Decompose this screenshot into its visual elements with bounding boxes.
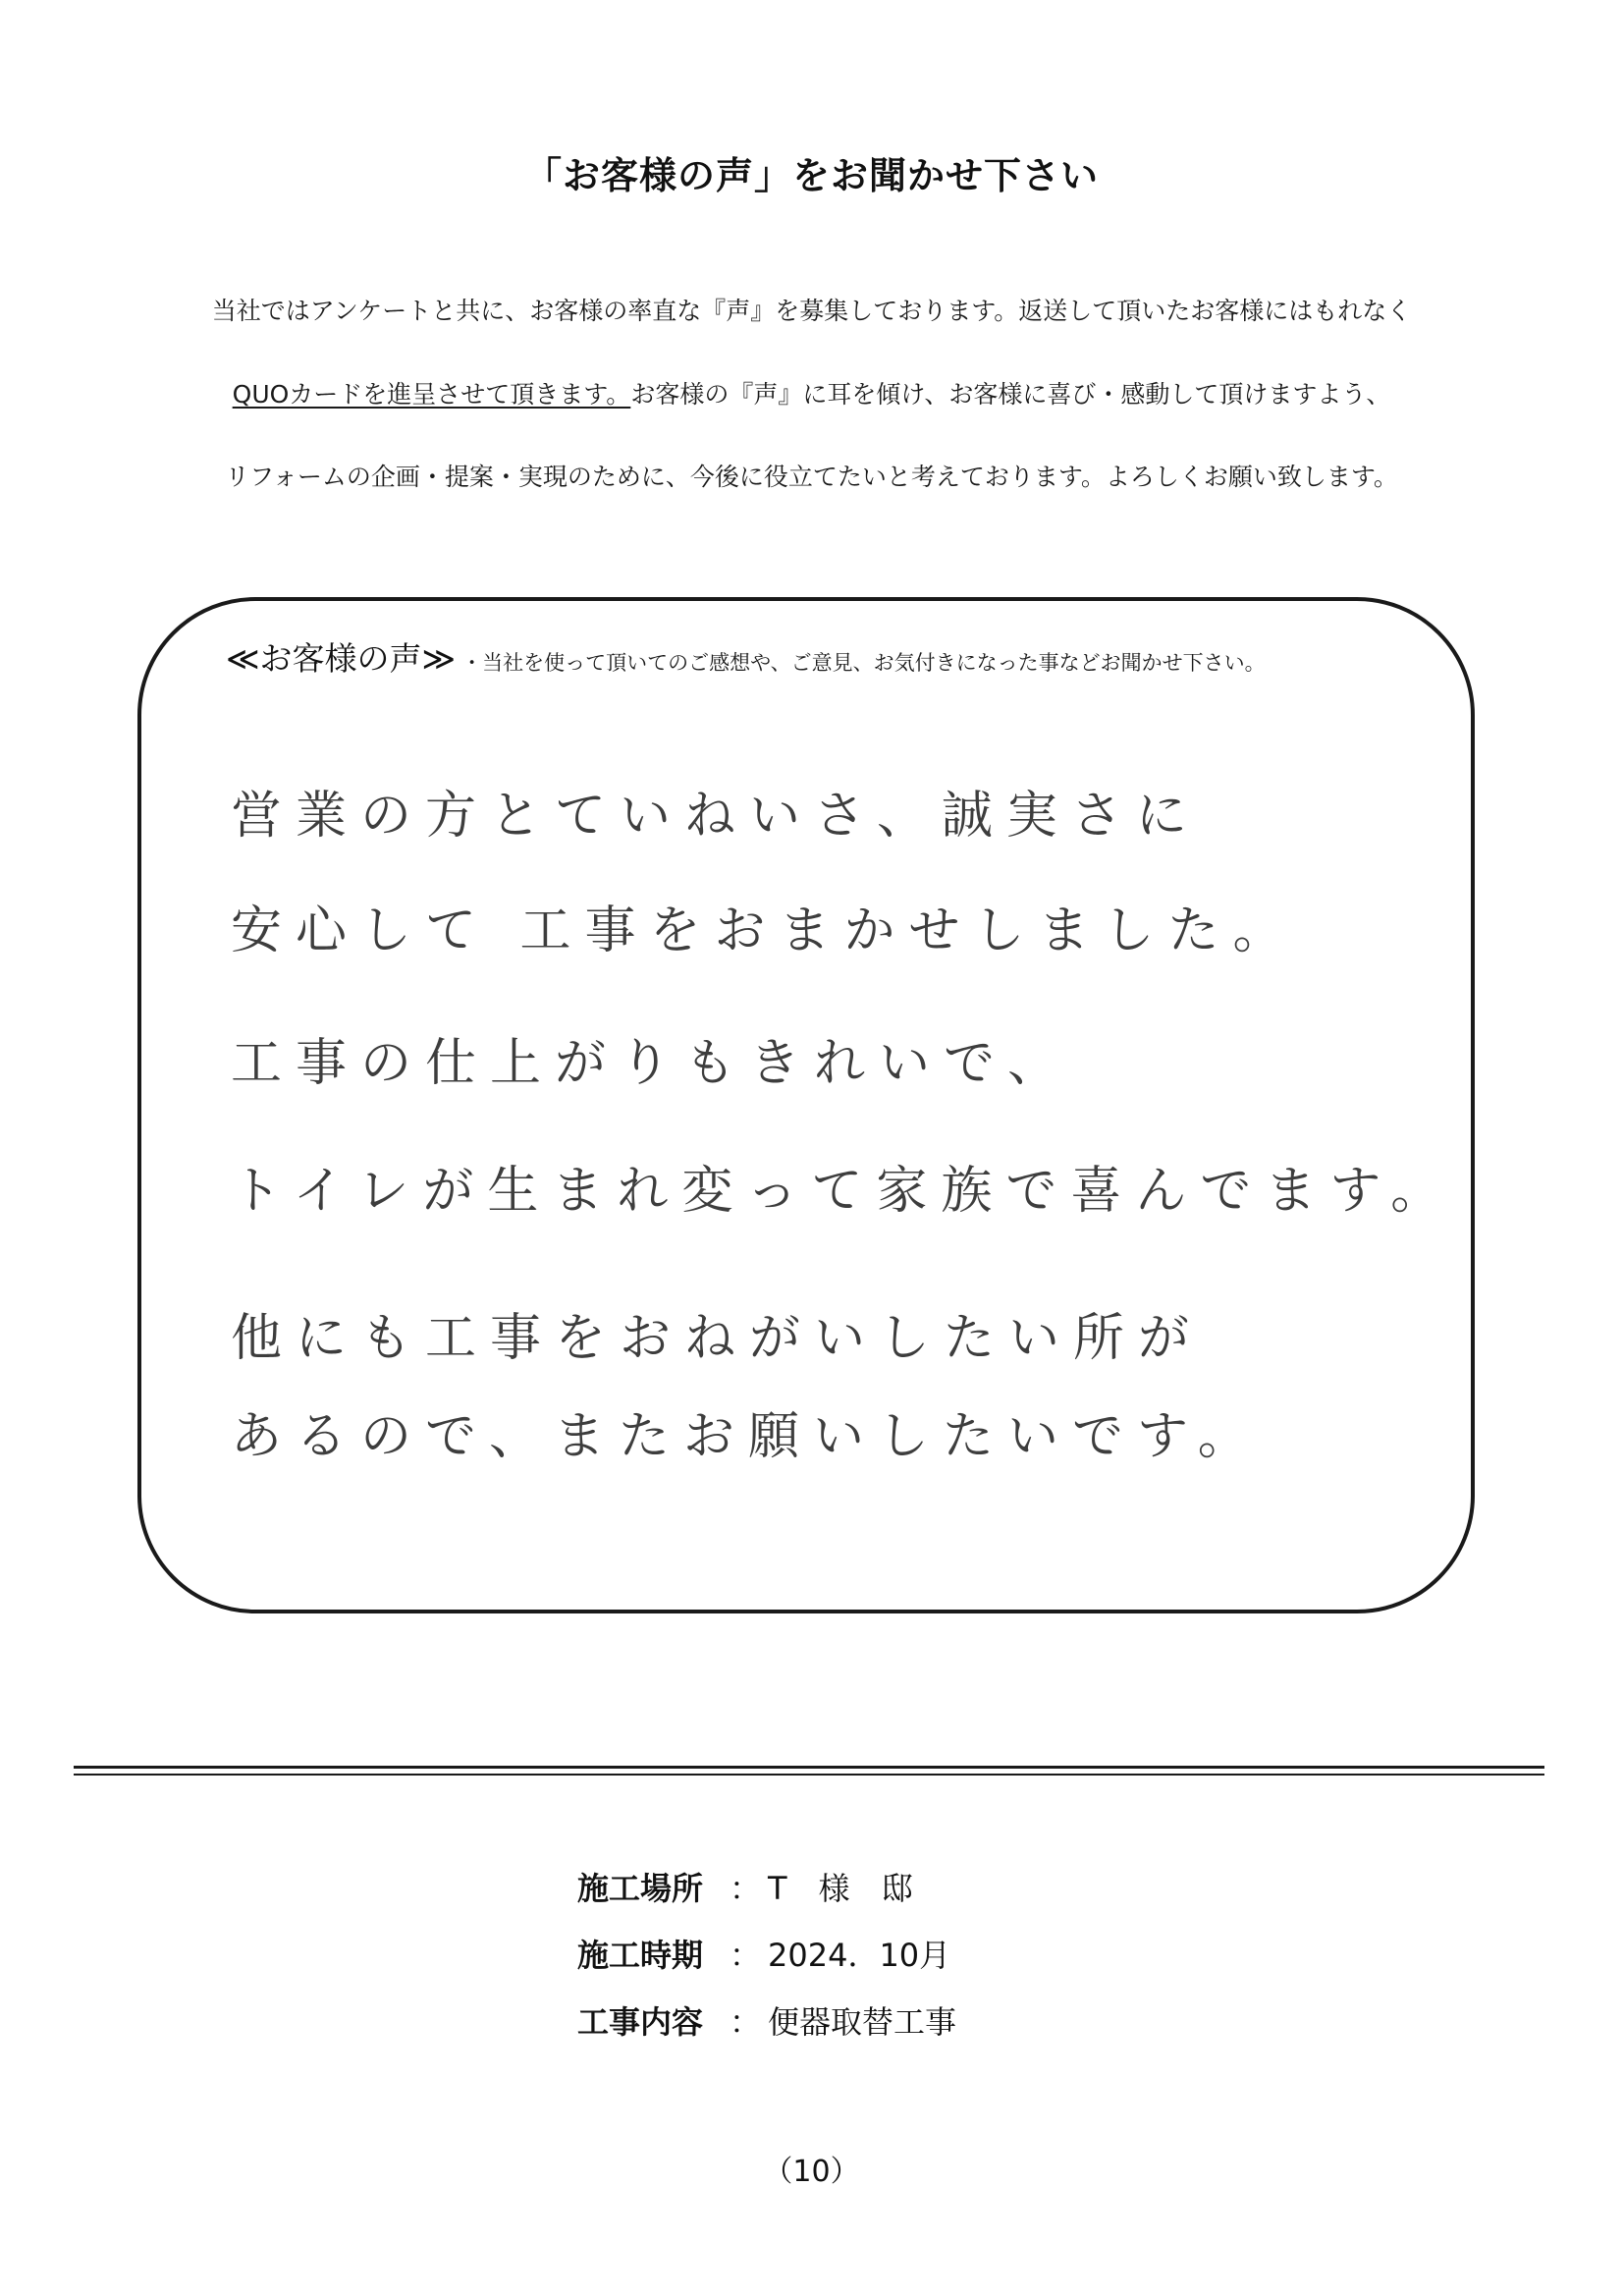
intro-line-3: リフォームの企画・提案・実現のために、今後に役立てたいと考えております。よろしくお願い致します。 (225, 463, 1398, 491)
info-work-row (577, 1997, 956, 2043)
handwritten-line: トイレが生まれ変って家族で喜んでます。 (231, 1162, 1456, 1221)
voice-box-label: ≪お客様の声≫ (226, 639, 457, 678)
info-location-value: T 様 邸 (768, 1870, 913, 1907)
info-location-row (577, 1864, 913, 1909)
info-period-value: 2024．10月 (768, 1937, 951, 1974)
info-separator: ： (729, 2003, 761, 2041)
info-period-row (577, 1931, 950, 1976)
voice-box-prompt: ・当社を使って頂いてのご感想や、ご意見、お気付きになった事などお聞かせ下さい。 (461, 651, 1266, 675)
divider-rule (74, 1766, 1544, 1769)
handwritten-line: 工事の仕上がりもきれいで、 (231, 1034, 1072, 1093)
info-separator: ： (729, 1937, 761, 1974)
info-separator: ： (729, 1870, 761, 1907)
info-work-value: 便器取替工事 (768, 2003, 957, 2041)
intro-line-2-text: お客様の『声』に耳を傾け、お客様に喜び・感動して頂けますよう、 (630, 380, 1391, 409)
page-number: （10） (763, 2155, 860, 2189)
intro-quo-card-note: QUOカードを進呈させて頂きます。 (232, 380, 631, 409)
handwritten-line: 営業の方とていねいさ、誠実さに (231, 787, 1201, 846)
info-location-label: 施工場所 (577, 1870, 704, 1907)
page-title: 「お客様の声」をお聞かせ下さい (523, 154, 1099, 197)
intro-line-1: 当社ではアンケートと共に、お客様の率直な『声』を募集しております。返送して頂いたお客様にはもれなく (211, 297, 1412, 325)
intro-line-2 (0, 375, 1623, 410)
voice-box-header (226, 633, 1266, 680)
info-period-label: 施工時期 (577, 1937, 704, 1974)
info-work-label: 工事内容 (577, 2003, 704, 2041)
handwritten-line: 安心して 工事をおまかせしました。 (231, 902, 1298, 960)
divider-rule (74, 1774, 1544, 1776)
handwritten-line: あるので、またお願いしたいです。 (231, 1407, 1263, 1466)
handwritten-line: 他にも工事をおねがいしたい所が (231, 1309, 1204, 1368)
